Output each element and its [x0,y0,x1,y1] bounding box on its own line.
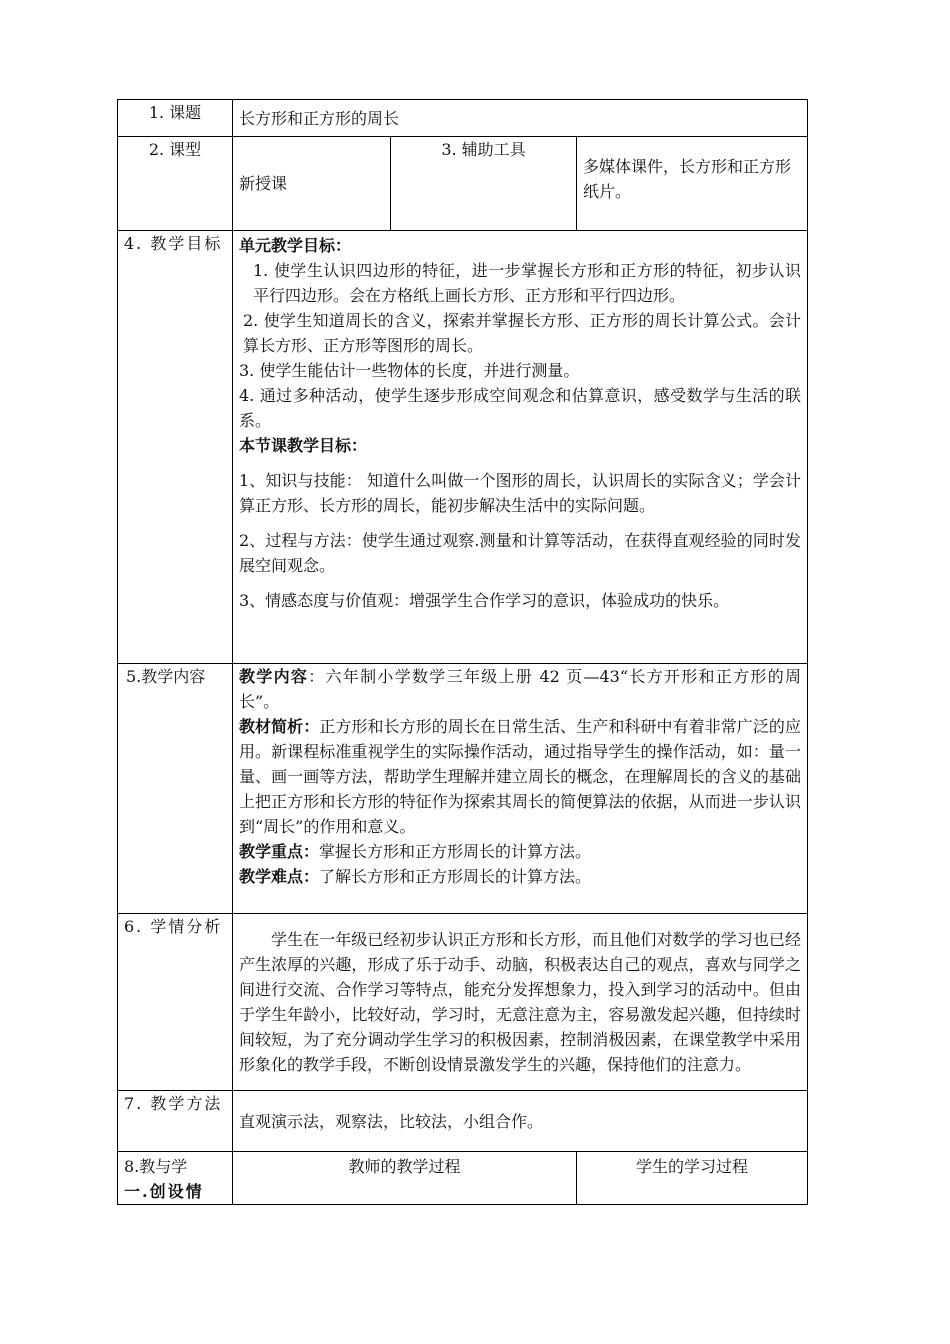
methods-value: 直观演示法，观察法，比较法，小组合作。 [233,1091,808,1152]
student-process-header: 学生的学习过程 [577,1152,808,1205]
key-point-text: 掌握长方形和正方形周长的计算方法。 [319,842,592,861]
methods-label: 7. 教学方法 [118,1091,233,1152]
row-goals [118,231,808,664]
content-label-bold: 教学内容 [239,667,309,686]
teacher-process-header: 教师的教学过程 [233,1152,577,1205]
process-label-line2: 一.创设情 [124,1182,204,1201]
process-label-line1: 8.教与学 [124,1157,188,1176]
analysis-line [239,714,801,839]
row-type [118,137,808,231]
type-value: 新授课 [233,137,391,231]
type-label: 2. 课型 [118,137,233,231]
row-methods [118,1091,808,1152]
difficulty-line [239,864,801,889]
key-point-line [239,839,801,864]
lesson-goal-2: 2、过程与方法：使学生通过观察.测量和计算等活动，在获得直观经验的同时发展空间观念。 [239,531,801,575]
goals-content [233,231,808,664]
students-label: 6. 学情分析 [118,914,233,1091]
difficulty-label: 教学难点： [239,867,320,886]
difficulty-text: 了解长方形和正方形周长的计算方法。 [319,867,592,886]
process-label [118,1152,233,1205]
unit-goal-1: 1. 使学生认识四边形的特征，进一步掌握长方形和正方形的特征，初步认识平行四边形。会在方格纸上画长方形、正方形和平行四边形。 [253,261,801,305]
content-label: 5.教学内容 [118,664,233,914]
row-content [118,664,808,914]
lesson-goals-heading: 本节课教学目标： [239,436,368,455]
unit-goal-2: 2. 使学生知道周长的含义，探索并掌握长方形、正方形的周长计算公式。会计算长方形、正方形等图形的周长。 [243,311,801,355]
students-text: 学生在一年级已经初步认识正方形和长方形，而且他们对数学的学习也已经产生浓厚的兴趣，形成了乐于动手、动脑，积极表达自己的观点，喜欢与同学之间进行交流、合作学习等特点，能充分发挥想象力，投入到学习的活动中。但由于学生年龄小，比较好动，学习时，无意注意为主，容易激发起兴趣，但持续时间较短，为了充分调动学生学习的积极因素，控制消极因素，在课堂教学中采用形象化的教学手段，不断创设情景激发学生的兴趣，保持他们的注意力。 [233,914,808,1091]
unit-goals-heading: 单元教学目标： [239,236,352,255]
unit-goal-3: 3. 使学生能估计一些物体的长度，并进行测量。 [239,361,580,380]
content-line [239,664,801,714]
unit-goal-4: 4. 通过多种活动，使学生逐步形成空间观念和估算意识，感受数学与生活的联系。 [239,386,801,430]
content-body [233,664,808,914]
topic-value: 长方形和正方形的周长 [233,100,808,137]
key-point-label: 教学重点： [239,842,320,861]
lesson-goal-3: 3、情感态度与价值观：增强学生合作学习的意识，体验成功的快乐。 [239,591,730,610]
analysis-text: 正方形和长方形的周长在日常生活、生产和科研中有着非常广泛的应用。新课程标准重视学生的实际操作活动，通过指导学生的操作活动，如：量一量、画一画等方法，帮助学生理解并建立周长的概念，在理解周长的含义的基础上把正方形和长方形的特征作为探索其周长的简便算法的依据，从而进一步认识到“周长”的作用和意义。 [239,717,801,836]
analysis-label: 教材简析： [239,717,320,736]
content-text: ：六年制小学数学三年级上册 42 页—43“长方开形和正方形的周长”。 [239,667,801,711]
row-students [118,914,808,1091]
row-process [118,1152,808,1205]
lesson-goal-1: 1、知识与技能： 知道什么叫做一个图形的周长，认识周长的实际含义；学会计算正方形、长方形的周长，能初步解决生活中的实际问题。 [239,471,801,515]
tools-value: 多媒体课件，长方形和正方形纸片。 [577,137,808,231]
row-topic [118,100,808,137]
tools-label: 3. 辅助工具 [391,137,577,231]
lesson-plan-table [117,99,808,1205]
topic-label: 1. 课题 [118,100,233,137]
goals-label: 4. 教学目标 [118,231,233,664]
